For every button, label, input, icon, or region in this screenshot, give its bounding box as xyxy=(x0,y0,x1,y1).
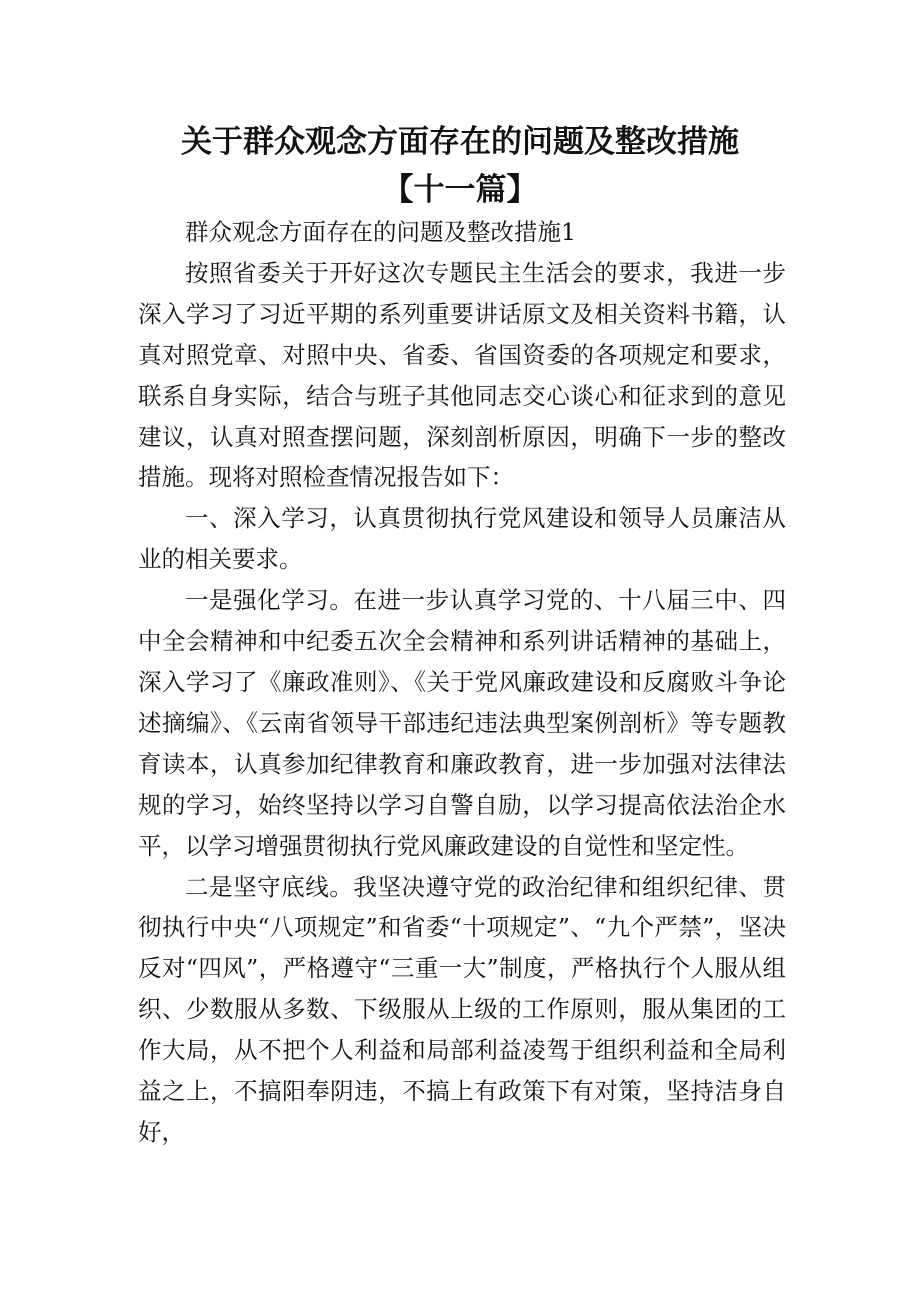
document-body xyxy=(138,212,786,1153)
paragraph: 一是强化学习。在进一步认真学习党的、十八届三中、四中全会精神和中纪委五次全会精神和系列讲话精神的基础上，深入学习了《廉政准则》、《关于党风廉政建设和反腐败斗争论述摘编》、《云南省领导干部违纪违法典型案例剖析》等专题教育读本，认真参加纪律教育和廉政教育，进一步加强对法律法规的学习，始终坚持以学习自警自励，以学习提高依法治企水平，以学习增强贯彻执行党风廉政建设的自觉性和坚定性。 xyxy=(138,586,786,860)
paragraph: 二是坚守底线。我坚决遵守党的政治纪律和组织纪律、贯彻执行中央“八项规定”和省委“十项规定”、“九个严禁”，坚决反对“四风”，严格遵守“三重一大”制度，严格执行个人服从组织、少数服从多数、下级服从上级的工作原则，服从集团的工作大局，从不把个人利益和局部利益凌驾于组织利益和全局利益之上，不搞阳奉阴违，不搞上有政策下有对策，坚持洁身自好， xyxy=(138,872,786,1146)
document-title-count: 【十一篇】 xyxy=(382,172,538,208)
paragraph: 按照省委关于开好这次专题民主生活会的要求，我进一步深入学习了习近平期的系列重要讲话原文及相关资料书籍，认真对照党章、对照中央、省委、省国资委的各项规定和要求，联系自身实际，结合与班子其他同志交心谈心和征求到的意见建议，认真对照查摆问题，深刻剖析原因，明确下一步的整改措施。现将对照检查情况报告如下： xyxy=(138,258,786,492)
paragraph: 一、深入学习，认真贯彻执行党风建设和领导人员廉洁从业的相关要求。 xyxy=(138,504,786,574)
section-heading: 群众观念方面存在的问题及整改措施1 xyxy=(185,218,576,246)
document-title: 关于群众观念方面存在的问题及整改措施 xyxy=(181,124,739,160)
